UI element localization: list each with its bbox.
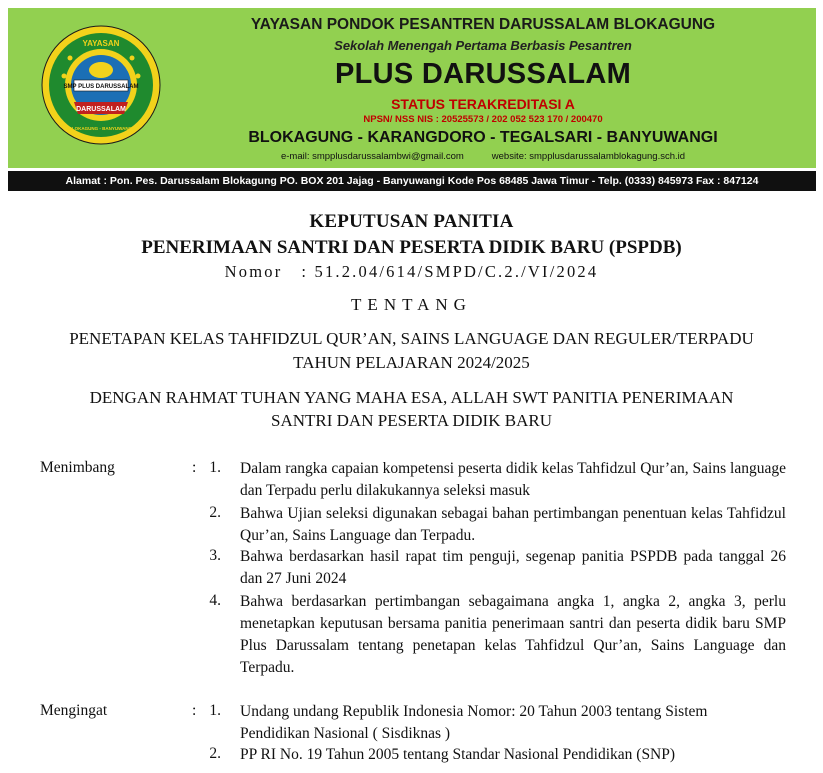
list-item: PP RI No. 19 Tahun 2005 tentang Standar Nasional Pendidikan (SNP) <box>240 746 676 763</box>
list-item: Undang undang Republik Indonesia Nomor: 20 Tahun 2003 tentang Sistem Pendidikan Nasional ( Sisdiknas ) <box>240 703 708 742</box>
website-text: website: smpplusdarussalamblokagung.sch.id <box>491 151 686 162</box>
school-name: PLUS DARUSSALAM <box>334 58 632 90</box>
letterhead <box>8 8 816 193</box>
address-bar: Alamat : Pon. Pes. Darussalam Blokagung PO. BOX 201 Jajag - Banyuwangi Kode Pos 68485 Jawa Timur - Telp. (0333) 845973 Fax : 847124 <box>8 171 816 191</box>
foundation-name: YAYASAN PONDOK PESANTREN DARUSSALAM BLOKAGUNG <box>250 16 716 33</box>
school-tagline: Sekolah Menengah Pertama Berbasis Pesantren <box>334 38 632 53</box>
list-item: Bahwa berdasarkan hasil rapat tim penguji, segenap panitia PSPDB pada tanggal 26 dan 27 Juni 2024 <box>240 548 786 587</box>
list-item-number: 3. <box>209 547 221 564</box>
logo-bottom-text: BLOKAGUNG - BANYUWANGI <box>68 126 134 131</box>
mengingat-label: Mengingat <box>40 702 108 719</box>
preamble-line-2: SANTRI DAN PESERTA DIDIK BARU <box>271 411 552 430</box>
contact-line <box>158 151 808 162</box>
logo-ribbon-text: DARUSSALAM <box>76 106 126 113</box>
list-item: Bahwa Ujian seleksi digunakan sebagai bahan pertimbangan penentuan kelas Tahfidzul Qur’an, Sains Language dan Terpadu. <box>240 505 786 544</box>
list-item-number: 2. <box>209 745 221 762</box>
list-item-number: 1. <box>209 459 221 476</box>
mengingat-colon: : <box>192 702 197 719</box>
school-location: BLOKAGUNG - KARANGDORO - TEGALSARI - BANYUWANGI <box>248 129 718 146</box>
list-item-number: 2. <box>209 504 221 521</box>
school-emblem-icon <box>40 24 162 146</box>
document-subtitle: PENERIMAAN SANTRI DAN PESERTA DIDIK BARU (PSPDB) <box>141 237 682 258</box>
letterhead-band <box>8 8 816 168</box>
email-text: e-mail: smpplusdarussalambwi@gmail.com <box>280 151 464 162</box>
menimbang-label: Menimbang <box>40 459 115 476</box>
logo-banner-text: SMP PLUS DARUSSALAM <box>63 84 139 90</box>
subject-line-1: PENETAPAN KELAS TAHFIDZUL QUR’AN, SAINS LANGUAGE DAN REGULER/TERPADU <box>69 329 754 348</box>
list-item-number: 1. <box>209 702 221 719</box>
menimbang-colon: : <box>192 459 197 476</box>
subject-line-2: TAHUN PELAJARAN 2024/2025 <box>293 353 530 372</box>
accreditation-status: STATUS TERAKREDITASI A <box>391 96 575 112</box>
npsn-number: NPSN/ NSS NIS : 20525573 / 202 052 523 170 / 200470 <box>363 114 603 125</box>
document-title: KEPUTUSAN PANITIA <box>309 211 514 232</box>
document-number: Nomor : 51.2.04/614/SMPD/C.2./VI/2024 <box>224 262 599 281</box>
list-item-number: 4. <box>209 592 221 609</box>
preamble-line-1: DENGAN RAHMAT TUHAN YANG MAHA ESA, ALLAH SWT PANITIA PENERIMAAN <box>89 388 734 407</box>
about-heading: TENTANG <box>351 295 472 314</box>
list-item: Dalam rangka capaian kompetensi peserta didik kelas Tahfidzul Qur’an, Sains language dan Terpadu perlu dilakukannya seleksi masuk <box>240 460 786 499</box>
logo-top-text: YAYASAN <box>82 39 120 48</box>
list-item: Bahwa berdasarkan pertimbangan sebagaimana angka 1, angka 2, angka 3, perlu menetapkan keputusan bersama panitia penerimaan santri dan peserta didik baru SMP Plus Darussalam tentang penetapan kelas Tahfidzul Qur’an, Sains Language dan Terpadu. <box>240 593 786 676</box>
